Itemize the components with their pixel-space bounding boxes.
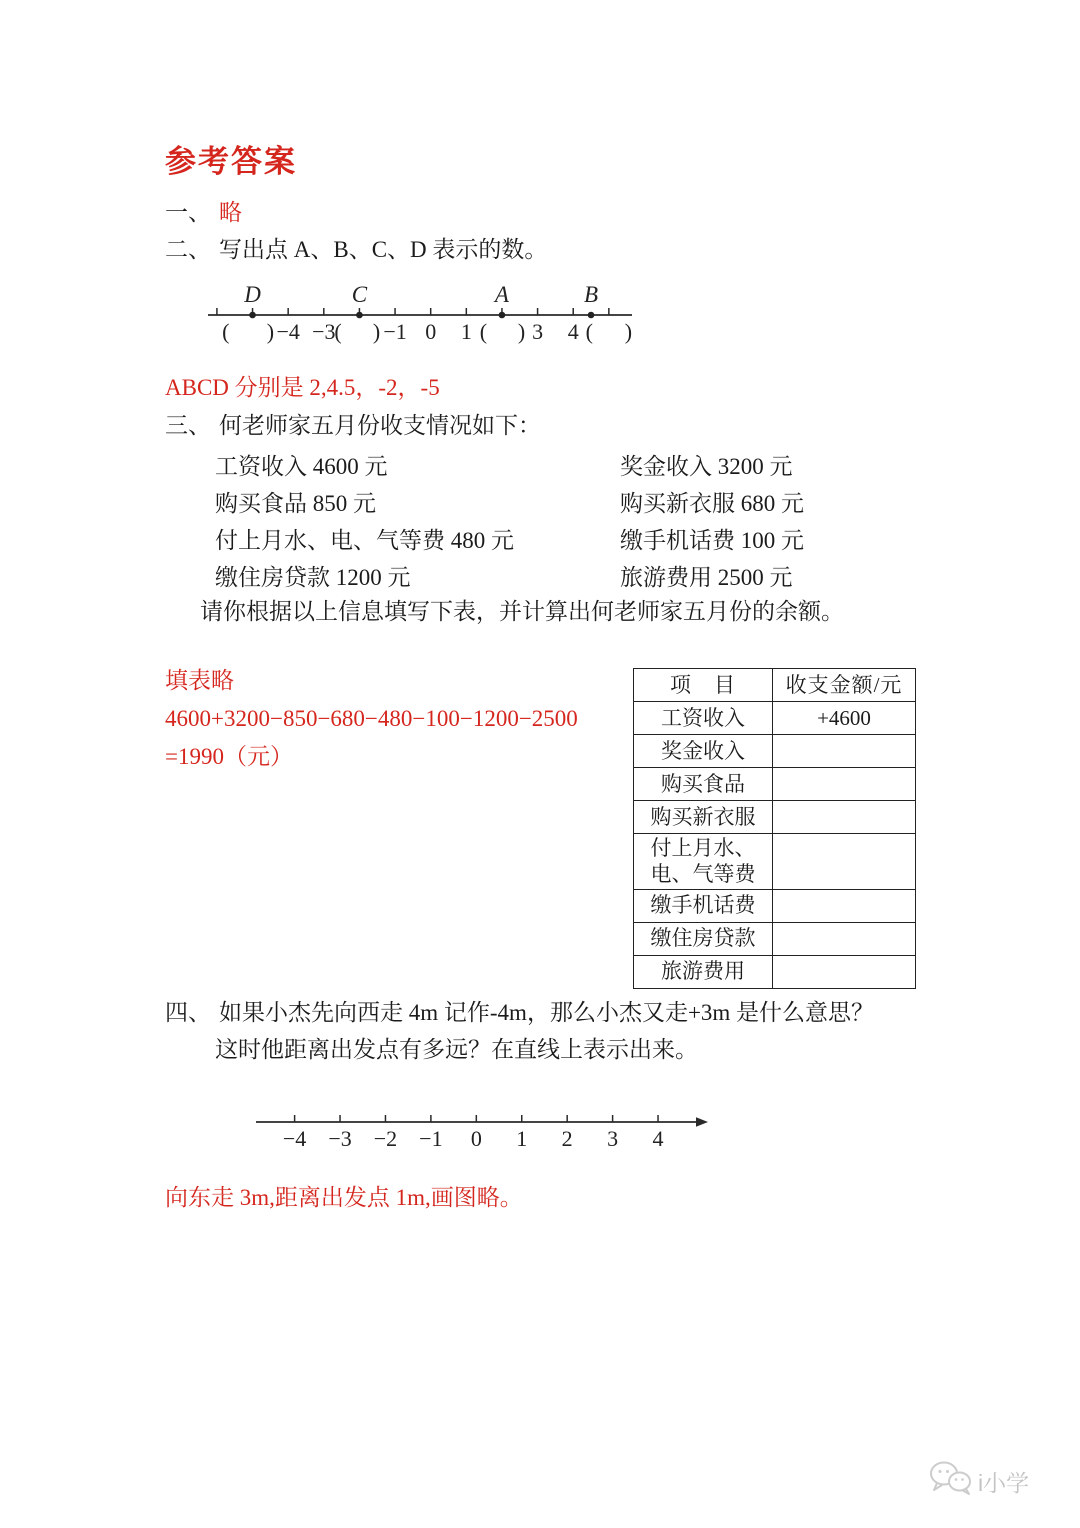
question-1 xyxy=(165,198,242,228)
svg-text:−3: −3 xyxy=(312,319,336,344)
svg-text:D: D xyxy=(244,282,261,307)
question-2 xyxy=(165,235,547,265)
svg-text:): ) xyxy=(624,319,632,344)
svg-text:−1: −1 xyxy=(383,319,407,344)
expense-right: 奖金收入 3200 元 xyxy=(620,454,793,479)
item-cell: 缴手机话费 xyxy=(634,889,773,922)
svg-text:0: 0 xyxy=(470,1126,482,1151)
amount-cell xyxy=(773,922,916,955)
svg-text:C: C xyxy=(351,282,368,307)
svg-text:−3: −3 xyxy=(328,1126,352,1151)
answer-line: 4600+3200−850−680−480−100−1200−2500 xyxy=(165,706,578,731)
svg-text:(: ( xyxy=(334,319,342,344)
svg-text:(: ( xyxy=(585,319,593,344)
expense-right: 缴手机话费 100 元 xyxy=(620,528,804,553)
svg-text:4: 4 xyxy=(567,319,579,344)
amount-cell xyxy=(773,735,916,768)
question-4-line2: 这时他距离出发点有多远？在直线上表示出来。 xyxy=(215,1037,698,1062)
table-row xyxy=(634,768,916,801)
expense-row xyxy=(215,559,935,596)
watermark-label: i小学 xyxy=(978,1469,1030,1496)
table-row xyxy=(634,834,916,890)
expense-list xyxy=(215,448,935,596)
amount-cell xyxy=(773,801,916,834)
question-2-text: 写出点 A、B、C、D 表示的数。 xyxy=(219,237,548,262)
item-cell: 奖金收入 xyxy=(634,735,773,768)
question-3-number: 三、 xyxy=(165,413,211,438)
amount-cell: +4600 xyxy=(773,702,916,735)
table-row xyxy=(634,955,916,988)
svg-text:3: 3 xyxy=(532,319,544,344)
table-header-row xyxy=(634,669,916,702)
question-4-number: 四、 xyxy=(165,1000,211,1025)
svg-text:): ) xyxy=(372,319,381,344)
question-4 xyxy=(165,998,874,1028)
svg-text:−4: −4 xyxy=(276,319,300,344)
svg-text:B: B xyxy=(583,282,599,307)
question-4-answer: 向东走 3m,距离出发点 1m,画图略。 xyxy=(165,1185,523,1210)
wechat-icon xyxy=(928,1460,978,1502)
question-1-number: 一、 xyxy=(165,200,211,225)
question-3-note: 请你根据以上信息填写下表，并计算出何老师家五月份的余额。 xyxy=(200,599,844,624)
page-title: 参考答案 xyxy=(165,144,297,179)
question-4-line1: 如果小杰先向西走 4m 记作-4m，那么小杰又走+3m 是什么意思？ xyxy=(219,1000,875,1025)
svg-text:−2: −2 xyxy=(373,1126,398,1151)
svg-text:−1: −1 xyxy=(419,1126,443,1151)
table-header-item: 项 目 xyxy=(634,669,773,702)
amount-cell xyxy=(773,768,916,801)
svg-text:(: ( xyxy=(479,319,488,344)
expense-table-wrap xyxy=(633,668,916,989)
svg-text:2: 2 xyxy=(561,1126,573,1151)
question-3-text: 何老师家五月份收支情况如下： xyxy=(219,413,541,438)
amount-cell xyxy=(773,955,916,988)
expense-left: 付上月水、电、气等费 480 元 xyxy=(215,528,514,553)
amount-cell xyxy=(773,889,916,922)
item-cell: 购买新衣服 xyxy=(634,801,773,834)
svg-text:4: 4 xyxy=(652,1126,664,1151)
item-cell: 旅游费用 xyxy=(634,955,773,988)
expense-right: 购买新衣服 680 元 xyxy=(620,491,804,516)
svg-text:1: 1 xyxy=(460,319,472,344)
question-2-number: 二、 xyxy=(165,237,211,262)
expense-left: 购买食品 850 元 xyxy=(215,491,376,516)
number-line-2 xyxy=(256,1102,708,1154)
svg-text:): ) xyxy=(266,319,275,344)
item-cell: 工资收入 xyxy=(634,702,773,735)
expense-table xyxy=(633,668,916,989)
svg-text:1: 1 xyxy=(516,1126,528,1151)
question-3 xyxy=(165,411,541,441)
svg-text:A: A xyxy=(494,282,509,307)
svg-text:−4: −4 xyxy=(282,1126,307,1151)
question-1-answer: 略 xyxy=(219,200,242,225)
question-2-answer: ABCD 分别是 2,4.5，-2，-5 xyxy=(165,375,440,400)
item-cell: 付上月水、电、气等费 xyxy=(634,834,773,890)
table-row xyxy=(634,889,916,922)
expense-row xyxy=(215,522,935,559)
svg-text:): ) xyxy=(517,319,526,344)
item-cell: 缴住房贷款 xyxy=(634,922,773,955)
answer-line: =1990（元） xyxy=(165,744,293,769)
expense-right: 旅游费用 2500 元 xyxy=(620,565,793,590)
svg-text:(: ( xyxy=(222,319,230,344)
svg-text:3: 3 xyxy=(607,1126,619,1151)
table-row xyxy=(634,922,916,955)
table-row xyxy=(634,702,916,735)
table-header-amount: 收支金额/元 xyxy=(773,669,916,702)
expense-left: 缴住房贷款 1200 元 xyxy=(215,565,411,590)
expense-row xyxy=(215,448,935,485)
expense-left: 工资收入 4600 元 xyxy=(215,454,388,479)
item-cell: 购买食品 xyxy=(634,768,773,801)
svg-text:0: 0 xyxy=(425,319,437,344)
table-row xyxy=(634,735,916,768)
watermark xyxy=(928,1460,1029,1502)
expense-row xyxy=(215,485,935,522)
amount-cell xyxy=(773,834,916,890)
number-line-1 xyxy=(208,282,632,346)
table-row xyxy=(634,801,916,834)
answer-line: 填表略 xyxy=(165,668,234,693)
